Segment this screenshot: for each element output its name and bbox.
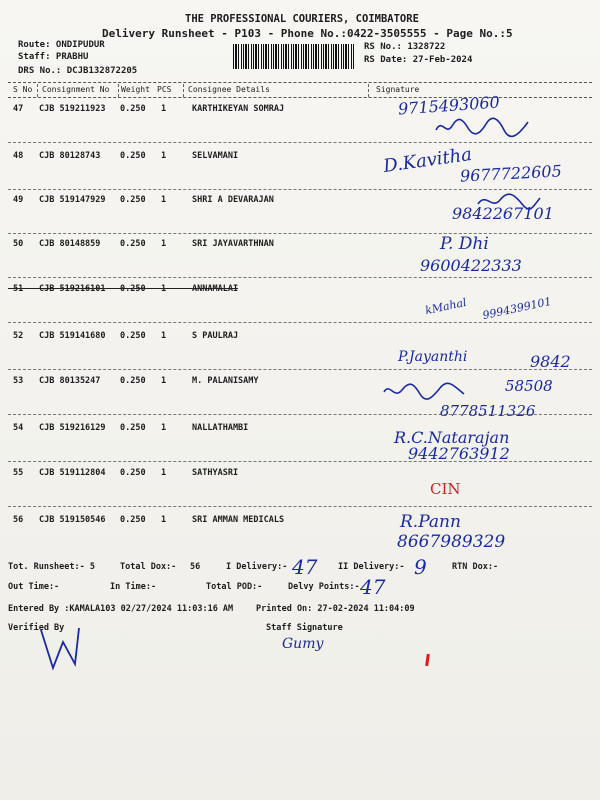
rs-number: RS No.: 1328722 (364, 42, 446, 52)
runsheet-subtitle: Delivery Runsheet - P103 - Phone No.:0422-3505555 - Page No.:5 (102, 27, 513, 40)
row-pcs: 1 (161, 515, 167, 525)
row-weight: 0.250 (120, 195, 146, 205)
row-consignment: CJB 519112804 (39, 468, 106, 478)
row-consignee: SHRI A DEVARAJAN (192, 195, 274, 205)
row-pcs: 1 (161, 195, 167, 205)
table-top-rule (8, 82, 592, 83)
row-consignment: CJB 519216129 (39, 423, 106, 433)
company-title: THE PROFESSIONAL COURIERS, COIMBATORE (185, 13, 419, 25)
row-consignee: SATHYASRI (192, 468, 239, 478)
row-divider (8, 142, 592, 143)
handwritten-note: CIN (430, 480, 461, 498)
col-header-pcs: PCS (157, 85, 172, 94)
rs-date: RS Date: 27-Feb-2024 (364, 55, 473, 65)
col-divider (118, 84, 119, 97)
handwritten-name: R.C.Natarajan (394, 428, 510, 447)
verification-signature (35, 624, 80, 674)
table-row (0, 515, 600, 559)
row-sno: 51 (13, 284, 24, 294)
row-consignee: NALLATHAMBI (192, 423, 249, 433)
row-pcs: 1 (161, 284, 167, 294)
row-consignee: ANNAMALAI (192, 284, 239, 294)
row-weight: 0.250 (120, 468, 146, 478)
signature-scribble (380, 380, 470, 402)
row-pcs: 1 (161, 423, 167, 433)
col-divider (183, 84, 184, 97)
row-weight: 0.250 (120, 331, 146, 341)
strikethrough-line (8, 288, 238, 289)
row-consignment: CJB 80128743 (39, 151, 101, 161)
ii-delivery-value: 9 (414, 555, 427, 579)
row-pcs: 1 (161, 331, 167, 341)
row-consignee: SRI JAYAVARTHNAN (192, 239, 274, 249)
row-consignment: CJB 519211923 (39, 104, 106, 114)
row-consignment: CJB 519141680 (39, 331, 106, 341)
drs-number: DRS No.: DCJB132872205 (18, 66, 138, 76)
col-divider (37, 84, 38, 97)
col-header-consignee: Consignee Details (188, 85, 270, 94)
verified-by-label: Verified By (8, 623, 65, 633)
handwritten-phone: 9677722605 (459, 161, 563, 186)
signature-scribble (432, 114, 542, 140)
row-sno: 49 (13, 195, 24, 205)
table-row (0, 331, 600, 375)
row-sno: 50 (13, 239, 24, 249)
row-consignment: CJB 519216101 (39, 284, 106, 294)
row-consignee: M. PALANISAMY (192, 376, 259, 386)
row-pcs: 1 (161, 468, 167, 478)
handwritten-phone: 9842 (530, 352, 571, 371)
handwritten-name: R.Pann (400, 512, 461, 532)
row-divider (8, 506, 592, 507)
handwritten-phone: 8778511326 (440, 402, 536, 420)
col-header-sno: S No (13, 85, 33, 94)
row-consignment: CJB 80135247 (39, 376, 101, 386)
row-weight: 0.250 (120, 239, 146, 249)
handwritten-phone: 58508 (505, 377, 553, 395)
row-sno: 56 (13, 515, 24, 525)
row-divider (8, 322, 592, 323)
row-pcs: 1 (161, 376, 167, 386)
tot-runsheet: Tot. Runsheet:- 5 (8, 562, 95, 572)
row-sno: 53 (13, 376, 24, 386)
row-consignment: CJB 519150546 (39, 515, 106, 525)
row-consignee: SRI AMMAN MEDICALS (192, 515, 285, 525)
handwritten-phone: 9442763912 (408, 444, 510, 463)
staff-signature-label: Staff Signature (266, 623, 343, 633)
row-pcs: 1 (161, 239, 167, 249)
handwritten-phone: 9600422333 (420, 256, 522, 275)
row-divider (8, 369, 592, 370)
barcode-image (233, 44, 355, 69)
row-consignment: CJB 80148859 (39, 239, 101, 249)
total-dox-label: Total Dox:- (120, 562, 177, 572)
col-header-signature: Signature (376, 85, 420, 94)
rtn-dox-label: RTN Dox:- (452, 562, 499, 572)
row-sno: 47 (13, 104, 24, 114)
handwritten-name: P. Dhi (440, 234, 489, 254)
row-pcs: 1 (161, 104, 167, 114)
row-consignee: KARTHIKEYAN SOMRAJ (192, 104, 285, 114)
row-sno: 48 (13, 151, 24, 161)
handwritten-phone: 9994399101 (481, 294, 553, 323)
total-dox-value: 56 (190, 562, 201, 572)
row-weight: 0.250 (120, 376, 146, 386)
entered-by: Entered By :KAMALA103 02/27/2024 11:03:16 AM (8, 604, 234, 614)
row-weight: 0.250 (120, 284, 146, 294)
row-weight: 0.250 (120, 151, 146, 161)
handwritten-note: kMahal (424, 295, 468, 318)
route-label: Route: ONDIPUDUR (18, 40, 105, 50)
row-sno: 55 (13, 468, 24, 478)
row-consignee: SELVAMANI (192, 151, 239, 161)
handwritten-phone: 8667989329 (397, 532, 506, 552)
col-divider (368, 84, 369, 97)
row-pcs: 1 (161, 151, 167, 161)
col-header-consignment: Consignment No (42, 85, 110, 94)
row-divider (8, 277, 592, 278)
row-sno: 52 (13, 331, 24, 341)
handwritten-phone: 9715493060 (397, 92, 501, 119)
staff-label: Staff: PRABHU (18, 52, 89, 62)
ii-delivery-label: II Delivery:- (338, 562, 405, 572)
i-delivery-value: 47 (292, 555, 318, 579)
row-weight: 0.250 (120, 104, 146, 114)
row-consignment: CJB 519147929 (39, 195, 106, 205)
col-header-weight: Weight (121, 85, 150, 94)
delvy-points-value: 47 (360, 575, 386, 599)
table-header-rule (8, 97, 592, 98)
row-divider (8, 233, 592, 234)
handwritten-name: D.Kavitha (381, 143, 474, 178)
row-weight: 0.250 (120, 515, 146, 525)
i-delivery-label: I Delivery:- (226, 562, 288, 572)
total-pod-label: Total POD:- (206, 582, 263, 592)
staff-signature: Gumy (282, 636, 324, 652)
handwritten-name: P.Jayanthi (398, 349, 468, 365)
row-consignee: S PAULRAJ (192, 331, 239, 341)
table-row (0, 468, 600, 512)
delvy-points-label: Delvy Points:- (288, 582, 360, 592)
table-row (0, 423, 600, 467)
row-weight: 0.250 (120, 423, 146, 433)
row-sno: 54 (13, 423, 24, 433)
in-time-label: In Time:- (110, 582, 157, 592)
red-pen-mark (425, 654, 430, 666)
out-time-label: Out Time:- (8, 582, 60, 592)
printed-on: Printed On: 27-02-2024 11:04:09 (256, 604, 415, 614)
handwritten-phone: 9842267101 (452, 204, 554, 223)
